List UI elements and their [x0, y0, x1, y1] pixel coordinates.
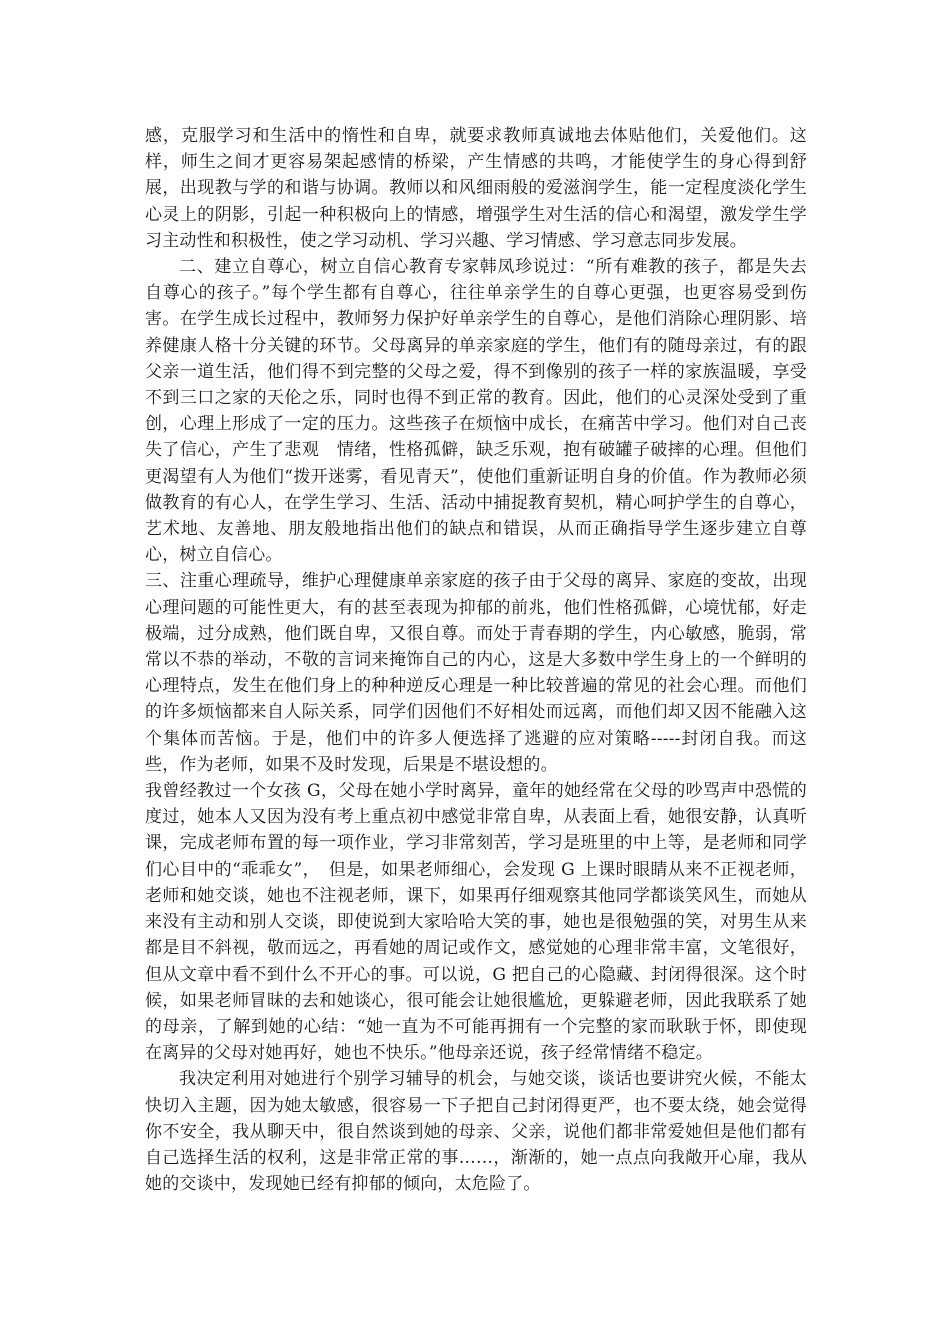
paragraph-3: 三、注重心理疏导，维护心理健康单亲家庭的孩子由于父母的离异、家庭的变故，出现心理问题的可能性更大，有的甚至表现为抑郁的前兆，他们性格孤僻，心境忧郁，好走极端，过分成熟，他们既自卑，又很自尊。而处于青春期的学生，内心敏感，脆弱，常常以不恭的举动，不敬的言词来掩饰自己的内心，这是大多数中学生身上的一个鲜明的心理特点，发生在他们身上的种种逆反心理是一种比较普遍的常见的社会心理。而他们的许多烦恼都来自人际关系，同学们因他们不好相处而远离，而他们却又因不能融入这个集体而苦恼。于是，他们中的许多人便选择了逃避的应对策略-----封闭自我。而这些，作为老师，如果不及时发现，后果是不堪设想的。 — [145, 571, 807, 775]
document-body — [145, 123, 807, 1197]
paragraph-2: 二、建立自尊心，树立自信心教育专家韩凤珍说过：“所有难教的孩子，都是失去自尊心的孩子。”每个学生都有自尊心，往往单亲学生的自尊心更强，也更容易受到伤害。在学生成长过程中，教师努力保护好单亲学生的自尊心，是他们消除心理阴影、培养健康人格十分关键的环节。父母离异的单亲家庭的学生，他们有的随母亲过，有的跟父亲一道生活，他们得不到完整的父母之爱，得不到像别的孩子一样的家族温暖，享受不到三口之家的天伦之乐，同时也得不到正常的教育。因此，他们的心灵深处受到了重创，心理上形成了一定的压力。这些孩子在烦恼中成长，在痛苦中学习。他们对自己丧失了信心，产生了悲观 情绪，性格孤僻，缺乏乐观，抱有破罐子破摔的心理。但他们更渴望有人为他们“拨开迷雾，看见青天”，使他们重新证明自身的价值。作为教师必须做教育的有心人，在学生学习、生活、活动中捕捉教育契机，精心呵护学生的自尊心，艺术地、友善地、朋友般地指出他们的缺点和错误，从而正确指导学生逐步建立自尊心，树立自信心。 — [145, 257, 807, 566]
paragraph-5: 我决定利用对她进行个别学习辅导的机会，与她交谈，谈话也要讲究火候，不能太快切入主题，因为她太敏感，很容易一下子把自己封闭得更严，也不要太绕，她会觉得你不安全，我从聊天中，很自然谈到她的母亲、父亲，说他们都非常爱她但是他们都有自己选择生活的权利，这是非常正常的事……，渐渐的，她一点点向我敞开心扉，我从她的交谈中，发现她已经有抑郁的倾向，太危险了。 — [145, 1069, 807, 1195]
paragraph-4: 我曾经教过一个女孩 G，父母在她小学时离异，童年的她经常在父母的吵骂声中恐慌的度过，她本人又因为没有考上重点初中感觉非常自卑，从表面上看，她很安静，认真听课，完成老师布置的每一项作业，学习非常刻苦，学习是班里的中上等，是老师和同学们心目中的“乖乖女”， 但是，如果老师细心，会发现 G 上课时眼睛从来不正视老师，老师和她交谈，她也不注视老师，课下，如果再仔细观察其他同学都谈笑风生，而她从来没有主动和别人交谈，即使说到大家哈哈大笑的事，她也是很勉强的笑，对男生从来都是目不斜视，敬而远之，再看她的周记或作文，感觉她的心理非常丰富，文笔很好，但从文章中看不到什么不开心的事。可以说，G 把自己的心隐藏、封闭得很深。这个时候，如果老师冒昧的去和她谈心，很可能会让她很尴尬，更躲避老师，因此我联系了她的母亲，了解到她的心结：“她一直为不可能再拥有一个完整的家而耿耿于怀，即使现在离异的父母对她再好，她也不快乐。”他母亲还说，孩子经常情绪不稳定。 — [145, 781, 807, 1064]
paragraph-1: 感，克服学习和生活中的惰性和自卑，就要求教师真诚地去体贴他们，关爱他们。这样，师生之间才更容易架起感情的桥梁，产生情感的共鸣，才能使学生的身心得到舒展，出现教与学的和谐与协调。教师以和风细雨般的爱滋润学生，能一定程度淡化学生心灵上的阴影，引起一种积极向上的情感，增强学生对生活的信心和渴望，激发学生学习主动性和积极性，使之学习动机、学习兴趣、学习情感、学习意志同步发展。 — [145, 126, 807, 251]
